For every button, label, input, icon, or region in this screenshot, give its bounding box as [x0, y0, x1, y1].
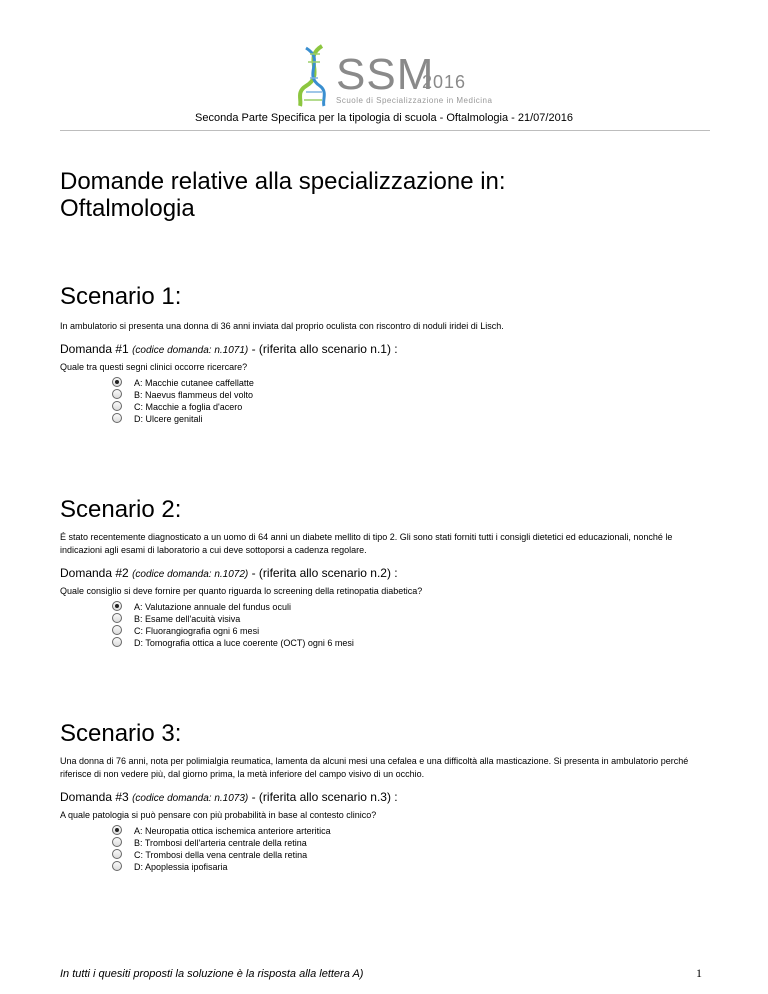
dna-helix-icon	[292, 42, 336, 108]
question-2-label: Domanda #2	[60, 566, 129, 580]
question-1-ref: - (riferita allo scenario n.1) :	[251, 342, 398, 356]
radio-icon[interactable]	[112, 837, 122, 847]
logo-tagline: Scuole di Specializzazione in Medicina	[336, 96, 493, 105]
answer-label: D: Tomografia ottica a luce coerente (OCT) ogni 6 mesi	[134, 638, 354, 648]
answer-label: B: Esame dell'acuità visiva	[134, 614, 241, 624]
answer-label: C: Macchie a foglia d'acero	[134, 402, 243, 412]
radio-checked-icon[interactable]	[112, 825, 122, 835]
scenario-1-text: In ambulatorio si presenta una donna di 36 anni inviata dal proprio oculista con riscontro di noduli iridei di Lisch.	[60, 321, 504, 331]
scenario-3-text: Una donna di 76 anni, nota per polimialgia reumatica, lamenta da alcuni mesi una cefalea e una difficoltà alla masticazione. Si presenta in ambulatorio perché riferisce di non vedere più, dal giorno prima, la metà inferiore del campo visivo di un occhio.	[60, 756, 689, 779]
page-title	[60, 168, 506, 222]
ssm-logo	[292, 42, 493, 108]
scenario-2-text: É stato recentemente diagnosticato a un uomo di 64 anni un diabete mellito di tipo 2. Gli sono stati forniti tutti i consigli dietetici ed educazionali, nonché le indicazioni agli esami di laboratorio a cui deve sottoporsi a cadenza regolare.	[60, 532, 673, 555]
radio-checked-icon[interactable]	[112, 377, 122, 387]
header-divider	[60, 130, 710, 131]
question-3-label: Domanda #3	[60, 790, 129, 804]
scenario-3-title: Scenario 3:	[60, 720, 182, 747]
question-2-code: (codice domanda: n.1072)	[132, 569, 249, 580]
question-1-header	[60, 342, 398, 356]
question-3-text: A quale patologia si può pensare con più probabilità in base al contesto clinico?	[60, 810, 377, 820]
question-1-text: Quale tra questi segni clinici occorre ricercare?	[60, 362, 248, 372]
radio-icon[interactable]	[112, 849, 122, 859]
answer-label: D: Apoplessia ipofisaria	[134, 862, 228, 872]
radio-icon[interactable]	[112, 389, 122, 399]
radio-checked-icon[interactable]	[112, 601, 122, 611]
answer-label: A: Neuropatia ottica ischemica anteriore arteritica	[134, 826, 331, 836]
answer-label: C: Fluorangiografia ogni 6 mesi	[134, 626, 260, 636]
question-3-header	[60, 790, 398, 804]
question-1-label: Domanda #1	[60, 342, 129, 356]
radio-icon[interactable]	[112, 861, 122, 871]
header-title: Seconda Parte Specifica per la tipologia di scuola - Oftalmologia - 21/07/2016	[195, 112, 573, 124]
question-3-code: (codice domanda: n.1073)	[132, 793, 249, 804]
page-number: 1	[696, 966, 702, 980]
page-title-line1: Domande relative alla specializzazione in:	[60, 168, 506, 195]
footer-note: In tutti i quesiti proposti la soluzione è la risposta alla lettera A)	[60, 968, 364, 980]
question-2-header	[60, 566, 398, 580]
radio-icon[interactable]	[112, 613, 122, 623]
radio-icon[interactable]	[112, 625, 122, 635]
radio-icon[interactable]	[112, 637, 122, 647]
answer-label: B: Trombosi dell'arteria centrale della retina	[134, 838, 307, 848]
question-1-code: (codice domanda: n.1071)	[132, 345, 249, 356]
question-2-ref: - (riferita allo scenario n.2) :	[251, 566, 398, 580]
radio-icon[interactable]	[112, 413, 122, 423]
question-3-ref: - (riferita allo scenario n.3) :	[251, 790, 398, 804]
logo-text: SSM	[336, 50, 435, 99]
page-title-line2: Oftalmologia	[60, 195, 195, 222]
scenario-1-title: Scenario 1:	[60, 283, 182, 310]
logo-year: 2016	[422, 72, 467, 92]
radio-icon[interactable]	[112, 401, 122, 411]
scenario-2-title: Scenario 2:	[60, 496, 182, 523]
answer-label: A: Valutazione annuale del fundus oculi	[134, 602, 291, 612]
answer-label: D: Ulcere genitali	[134, 414, 203, 424]
answer-label: A: Macchie cutanee caffellatte	[134, 378, 254, 388]
question-2-text: Quale consiglio si deve fornire per quanto riguarda lo screening della retinopatia diabetica?	[60, 586, 423, 596]
answer-label: B: Naevus flammeus del volto	[134, 390, 254, 400]
answer-label: C: Trombosi della vena centrale della retina	[134, 850, 308, 860]
